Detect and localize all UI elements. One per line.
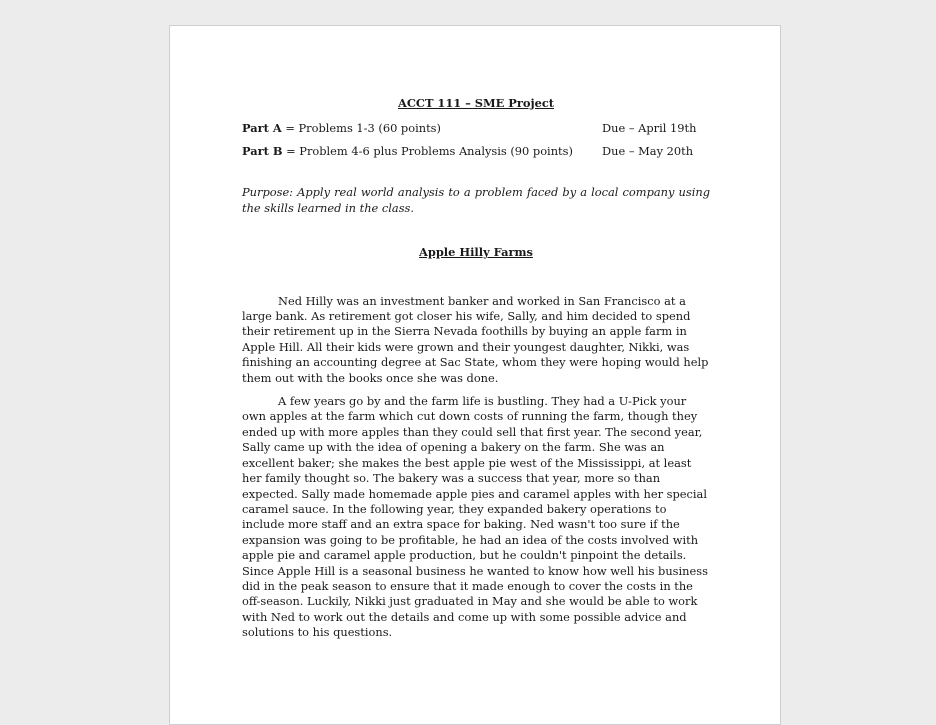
part-b-description bbox=[242, 140, 573, 163]
part-a-due: Due – April 19th bbox=[602, 121, 697, 136]
part-a-text: = Problems 1-3 (60 points) bbox=[281, 121, 441, 136]
section-title: Apple Hilly Farms bbox=[419, 245, 533, 260]
part-b-text: = Problem 4-6 plus Problems Analysis (90 points) bbox=[282, 144, 573, 159]
part-b-due: Due – May 20th bbox=[602, 144, 694, 159]
part-a-label: Part A bbox=[242, 121, 282, 136]
document-content bbox=[242, 96, 710, 641]
document-title: ACCT 111 – SME Project bbox=[397, 96, 555, 110]
part-b-row bbox=[242, 140, 710, 163]
part-b-label: Part B bbox=[242, 144, 283, 159]
purpose-statement: Purpose: Apply real world analysis to a problem faced by a local company using the skills learned in the class. bbox=[242, 185, 710, 215]
paragraph: A few years go by and the farm life is bustling. They had a U-Pick your own apples at the farm which cut down costs of running the farm, though they ended up with more apples than they could sell that first year. The second year, Sally came up with the idea of opening a bakery on the farm. She was an excellent baker; she makes the best apple pie west of the Mississippi, at least her family thought so. The bakery was a success that year, more so than expected. Sally made homemade apple pies and caramel apples with her special caramel sauce. In the following year, they expanded bakery operations to include more staff and an extra space for baking. Ned wasn't too sure if the expansion was going to be profitable, he had an idea of the costs involved with apple pie and caramel apple production, but he couldn't pinpoint the details. Since Apple Hill is a seasonal business he wanted to know how well his business did in the peak season to ensure that it made enough to cover the costs in the off-season. Luckily, Nikki just graduated in May and she would be able to work with Ned to work out the details and come up with some possible advice and solutions to his questions. bbox=[242, 394, 708, 640]
paragraph: Ned Hilly was an investment banker and worked in San Francisco at a large bank. As retirement got closer his wife, Sally, and him decided to spend their retirement up in the Sierra Nevada foothills by buying an apple farm in Apple Hill. All their kids were grown and their youngest daughter, Nikki, was finishing an accounting degree at Sac State, whom they were hoping would help them out with the books once she was done. bbox=[242, 293, 709, 385]
document-page bbox=[169, 25, 781, 725]
part-a-row bbox=[242, 117, 710, 140]
part-a-description bbox=[242, 117, 441, 140]
